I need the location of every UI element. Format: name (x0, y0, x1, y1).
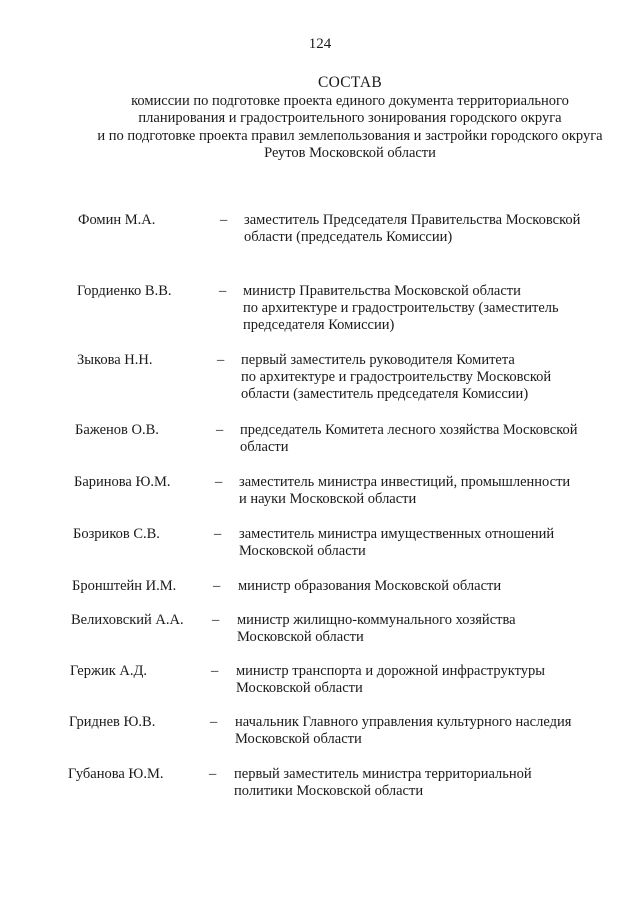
heading-line: планирования и градостроительного зонирования городского округа (138, 110, 562, 126)
member-role-line: области (заместитель председателя Комиссии) (241, 386, 529, 402)
member-name: Гордиенко В.В. (77, 283, 172, 299)
member-role-line: по архитектуре и градостроительству Московской (241, 369, 552, 385)
member-role (236, 663, 606, 697)
member-dash: – (213, 578, 221, 594)
member-dash: – (215, 474, 223, 490)
heading-line: и по подготовке проекта правил землепользования и застройки городского округа (97, 127, 603, 144)
member-role (244, 212, 614, 246)
member-role (243, 283, 613, 334)
member-dash: – (211, 663, 219, 679)
member-dash: – (210, 714, 218, 730)
member-role-line: министр Правительства Московской области (243, 283, 521, 299)
member-dash: – (219, 283, 227, 299)
member-role (237, 612, 607, 646)
member-role-line: заместитель Председателя Правительства Московской (244, 212, 581, 228)
member-dash: – (217, 352, 225, 368)
member-name: Баженов О.В. (75, 422, 159, 438)
heading-line: Реутов Московской области (264, 145, 436, 161)
member-role-line: председатель Комитета лесного хозяйства Московской (240, 422, 578, 438)
member-name: Бозриков С.В. (73, 526, 160, 542)
member-role-line: области (240, 439, 289, 455)
member-role-line: министр жилищно-коммунального хозяйства (237, 612, 516, 628)
heading-title: СОСТАВ (317, 74, 383, 91)
heading-line: комиссии по подготовке проекта единого документа территориального (131, 92, 569, 109)
member-name: Гержик А.Д. (70, 663, 148, 679)
member-role-line: области (председатель Комиссии) (244, 229, 453, 245)
member-name: Зыкова Н.Н. (77, 352, 153, 368)
member-role-line: политики Московской области (234, 783, 424, 799)
member-role-line: заместитель министра инвестиций, промышленности (239, 474, 571, 490)
member-name: Баринова Ю.М. (74, 474, 171, 490)
member-role (238, 578, 608, 595)
member-name: Фомин М.А. (78, 212, 156, 228)
member-role-line: и науки Московской области (239, 491, 417, 507)
member-role-line: Московской области (237, 629, 364, 645)
member-role (234, 766, 604, 800)
member-role (235, 714, 605, 748)
member-role (239, 474, 609, 508)
member-name: Губанова Ю.М. (68, 766, 164, 782)
member-role-line: начальник Главного управления культурного наследия (235, 714, 572, 730)
member-role-line: по архитектуре и градостроительству (заместитель (243, 300, 559, 316)
member-role-line: министр транспорта и дорожной инфраструктуры (236, 663, 545, 679)
member-role-line: первый заместитель министра территориальной (234, 766, 532, 782)
member-dash: – (212, 612, 220, 628)
member-role-line: Московской области (236, 680, 363, 696)
page-number: 124 (308, 36, 332, 52)
member-role (239, 526, 609, 560)
member-role-line: Московской области (235, 731, 362, 747)
member-role-line: Московской области (239, 543, 366, 559)
member-role-line: заместитель министра имущественных отношений (239, 526, 555, 542)
document-heading (40, 74, 640, 163)
member-name: Велиховский А.А. (71, 612, 184, 628)
member-role (240, 422, 610, 456)
member-role (241, 352, 611, 403)
member-role-line: министр образования Московской области (238, 578, 502, 594)
member-dash: – (216, 422, 224, 438)
member-dash: – (214, 526, 222, 542)
member-dash: – (209, 766, 217, 782)
member-name: Гриднев Ю.В. (69, 714, 156, 730)
member-name: Бронштейн И.М. (72, 578, 177, 594)
member-role-line: председателя Комиссии) (243, 317, 395, 333)
member-dash: – (220, 212, 228, 228)
member-role-line: первый заместитель руководителя Комитета (241, 352, 515, 368)
